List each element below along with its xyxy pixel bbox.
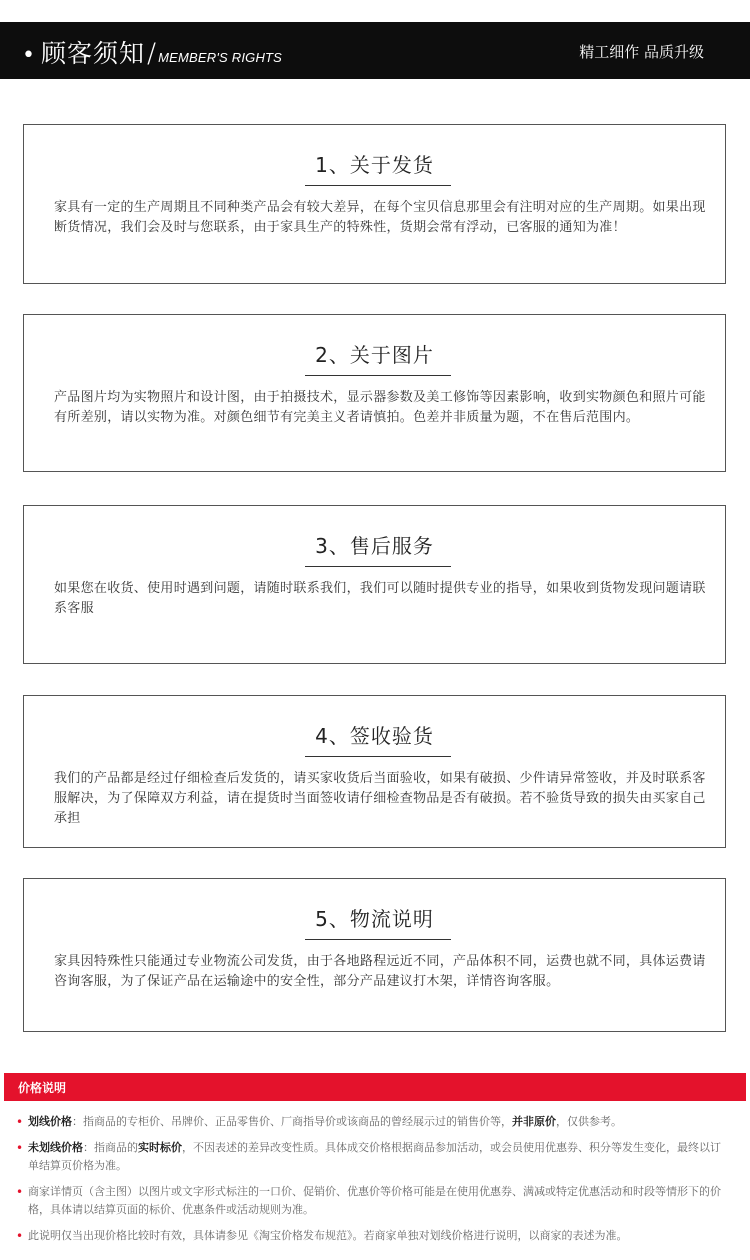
price-text: 此说明仅当出现价格比较时有效，具体请参见《淘宝价格发布规范》。若商家单独对划线价格进行说明，以商家的表述为准。 — [28, 1229, 628, 1242]
section-title: 4、签收验货 — [315, 724, 434, 748]
price-notice-bar — [4, 1073, 746, 1101]
bullet-icon: • — [16, 1115, 24, 1129]
price-text: ，仅供参考。 — [556, 1115, 622, 1128]
section-body: 我们的产品都是经过仔细检查后发货的，请买家收货后当面验收，如果有破损、少件请异常签收，并及时联系客服解决，为了保障双方利益，请在提货时当面签收请仔细检查物品是否有破损。若不验货导致的损失由买家自己承担 — [54, 771, 706, 826]
section-after-sales — [23, 505, 726, 664]
bullet-icon: • — [16, 1185, 24, 1199]
header-title — [22, 34, 282, 70]
section-title-underline — [305, 566, 451, 567]
section-title: 2、关于图片 — [315, 343, 434, 367]
section-title-underline — [305, 756, 451, 757]
header-title-cn: 顾客须知 — [40, 39, 145, 68]
section-title-underline — [305, 939, 451, 940]
section-title: 5、物流说明 — [315, 907, 434, 931]
price-emphasis: 并非原价 — [512, 1115, 556, 1128]
price-text: ：指商品的 — [83, 1141, 138, 1154]
price-notice-list — [16, 1113, 726, 1253]
section-title: 3、售后服务 — [315, 534, 434, 558]
price-term: 未划线价格 — [28, 1141, 83, 1154]
price-item-disclaimer — [16, 1227, 726, 1245]
section-logistics — [23, 878, 726, 1032]
price-item-strikethrough — [16, 1113, 726, 1131]
bullet-icon: • — [16, 1141, 24, 1155]
section-body: 家具有一定的生产周期且不同种类产品会有较大差异，在每个宝贝信息那里会有注明对应的生产周期。如果出现断货情况，我们会及时与您联系，由于家具生产的特殊性，货期会常有浮动，已客服的通知为准！ — [54, 200, 706, 235]
price-text: 商家详情页（含主图）以图片或文字形式标注的一口价、促销价、优惠价等价格可能是在使用优惠券、满减或特定优惠活动和时段等情形下的价格，具体请以结算页面的标价、优惠条件或活动规则为准。 — [28, 1185, 721, 1216]
price-term: 划线价格 — [28, 1115, 72, 1128]
section-title-underline — [305, 185, 451, 186]
header-slash: / — [147, 38, 157, 69]
price-item-unstruck — [16, 1139, 726, 1175]
header-dot: • — [22, 43, 35, 68]
header-slogan: 精工细作 品质升级 — [579, 43, 704, 61]
section-title: 1、关于发货 — [315, 153, 434, 177]
section-body: 家具因特殊性只能通过专业物流公司发货，由于各地路程远近不同，产品体积不同，运费也就不同，具体运费请咨询客服，为了保证产品在运输途中的安全性，部分产品建议打木架，详情咨询客服。 — [54, 954, 706, 989]
section-inspection — [23, 695, 726, 848]
header-title-en: MEMBER'S RIGHTS — [158, 50, 283, 65]
bullet-icon: • — [16, 1229, 24, 1243]
price-notice-title: 价格说明 — [18, 1081, 67, 1095]
price-item-detail-page — [16, 1183, 726, 1219]
section-title-underline — [305, 375, 451, 376]
price-emphasis: 实时标价 — [138, 1141, 182, 1154]
section-images — [23, 314, 726, 472]
section-shipping — [23, 124, 726, 284]
section-body: 产品图片均为实物照片和设计图，由于拍摄技术，显示器参数及美工修饰等因素影响，收到实物颜色和照片可能有所差别，请以实物为准。对颜色细节有完美主义者请慎拍。色差并非质量为题，不在售后范围内。 — [54, 390, 706, 425]
price-text: ：指商品的专柜价、吊牌价、正品零售价、厂商指导价或该商品的曾经展示过的销售价等， — [72, 1115, 512, 1128]
price-text: ，不因表述的差异改变性质。具体成交价格根据商品参加活动，或会员使用优惠券、积分等发生变化，最终以订单结算页价格为准。 — [28, 1141, 721, 1172]
section-body: 如果您在收货、使用时遇到问题，请随时联系我们，我们可以随时提供专业的指导，如果收到货物发现问题请联系客服 — [54, 581, 706, 616]
header-banner — [0, 22, 750, 79]
